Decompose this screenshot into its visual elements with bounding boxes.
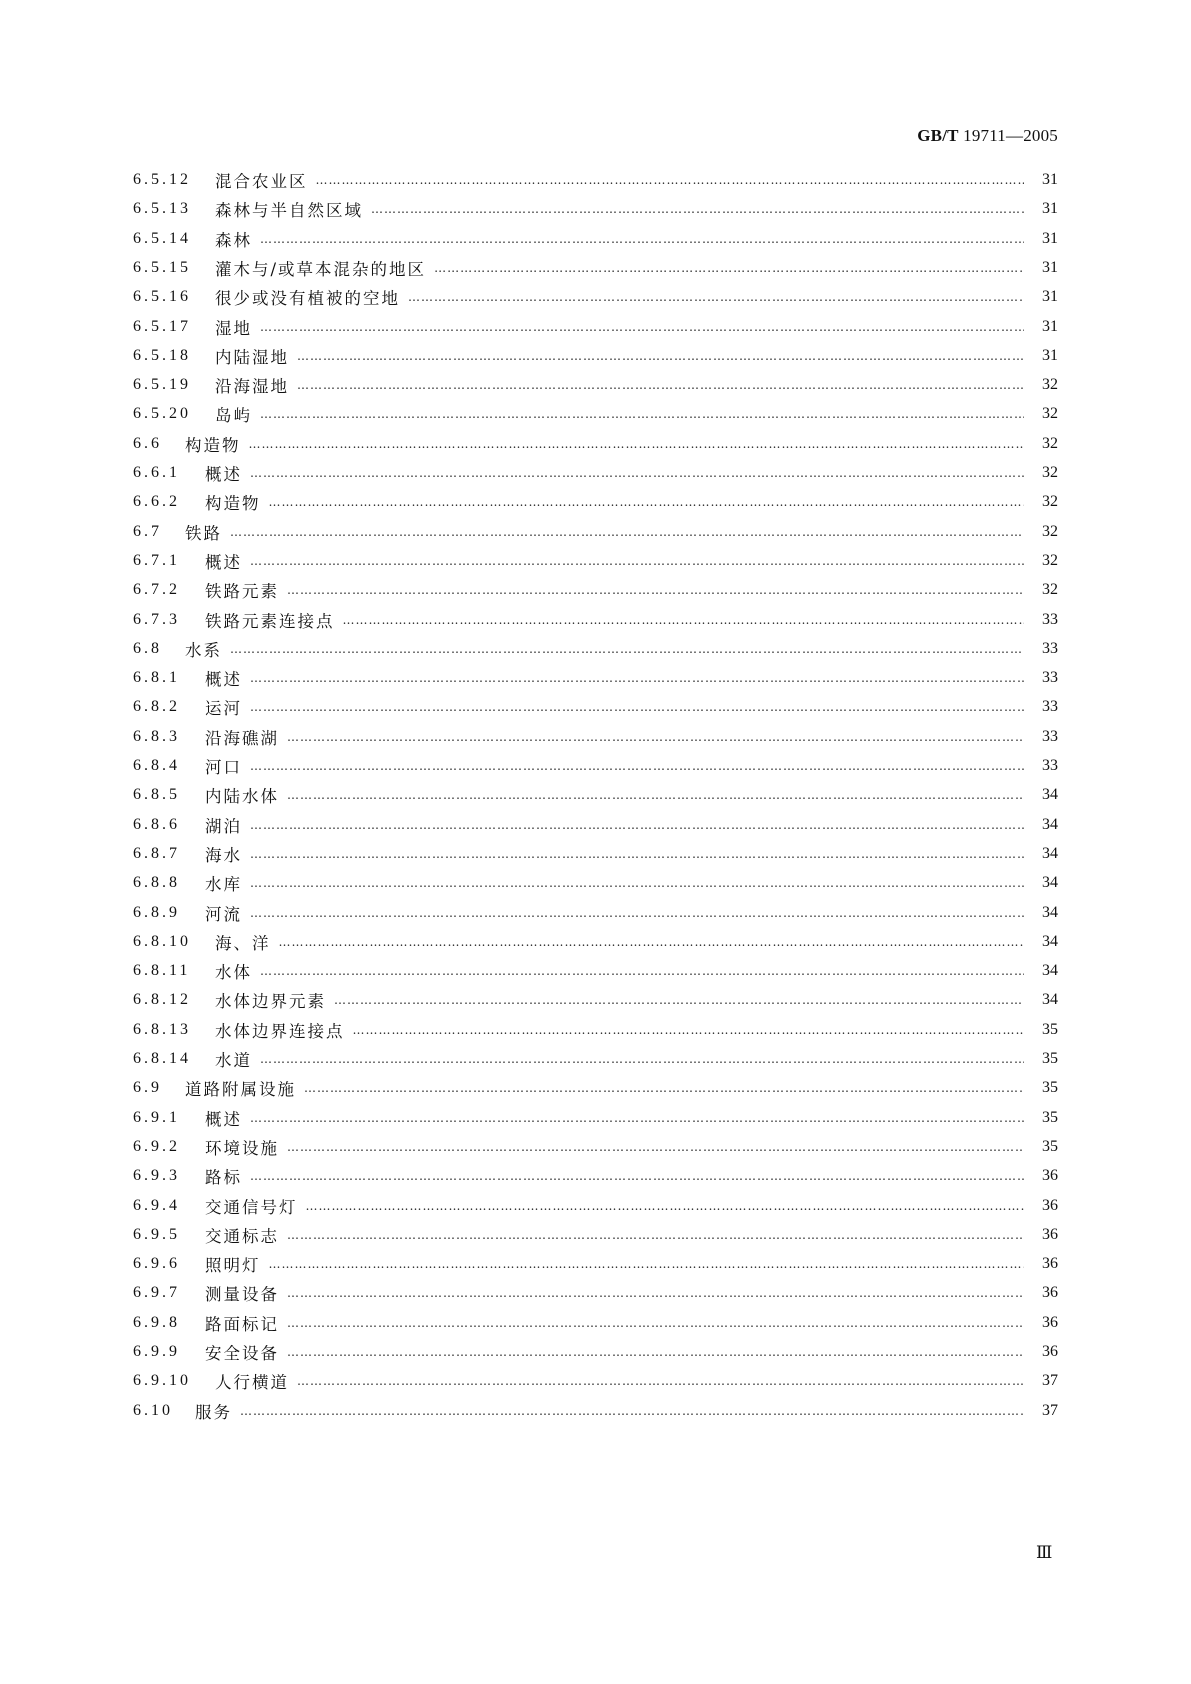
- toc-leader-dots: [371, 202, 1024, 216]
- toc-leader-dots: [287, 583, 1024, 597]
- toc-entry-number: 6.9.9: [133, 1343, 180, 1360]
- toc-entry-number: 6.8.10: [133, 932, 191, 950]
- toc-leader-dots: [334, 993, 1024, 1007]
- toc-entry[interactable]: [133, 692, 1058, 722]
- toc-entry[interactable]: [133, 370, 1058, 400]
- toc-entry-number: 6.9.3: [133, 1167, 180, 1185]
- toc-leader-dots: [297, 1374, 1024, 1388]
- toc-entry[interactable]: [133, 487, 1058, 517]
- toc-entry[interactable]: [133, 956, 1058, 986]
- toc-entry-number: 6.10: [133, 1401, 173, 1419]
- toc-entry-page: 33: [1042, 698, 1058, 716]
- toc-entry-title: 岛屿: [215, 406, 252, 426]
- toc-entry[interactable]: [133, 1132, 1058, 1162]
- toc-entry-title: 运河: [205, 699, 242, 719]
- toc-entry-page: 34: [1042, 903, 1058, 921]
- toc-entry-number: 6.9.2: [133, 1137, 180, 1155]
- toc-leader-dots: [287, 1228, 1024, 1242]
- toc-entry-title: 测量设备: [205, 1285, 279, 1305]
- toc-entry-number: 6.8.1: [133, 669, 180, 687]
- toc-entry[interactable]: [133, 1366, 1058, 1396]
- toc-entry-title: 水系: [185, 640, 222, 660]
- toc-entry-page: 33: [1042, 639, 1058, 657]
- toc-leader-dots: [287, 1140, 1024, 1154]
- toc-leader-dots: [250, 759, 1024, 773]
- toc-entry-number: 6.7.2: [133, 581, 180, 599]
- toc-entry-title: 构造物: [205, 494, 261, 514]
- toc-entry-title: 内陆水体: [205, 787, 279, 807]
- toc-entry-number: 6.7: [133, 522, 162, 540]
- toc-entry-title: 交通标志: [205, 1226, 279, 1246]
- toc-entry-page: 34: [1042, 962, 1058, 980]
- toc-entry-page: 35: [1042, 1108, 1058, 1126]
- toc-entry-page: 36: [1042, 1313, 1058, 1331]
- toc-entry-page: 36: [1042, 1343, 1058, 1360]
- toc-entry-page: 37: [1042, 1401, 1058, 1419]
- toc-entry-page: 36: [1042, 1196, 1058, 1214]
- toc-leader-dots: [269, 495, 1025, 509]
- toc-entry-page: 36: [1042, 1255, 1058, 1273]
- toc-leader-dots: [250, 1169, 1024, 1183]
- toc-leader-dots: [316, 173, 1025, 187]
- toc-entry[interactable]: [133, 194, 1058, 224]
- toc-entry-page: 31: [1042, 317, 1058, 335]
- toc-entry[interactable]: [133, 839, 1058, 869]
- toc-entry-title: 铁路元素连接点: [205, 611, 335, 631]
- toc-entry-number: 6.5.13: [133, 200, 191, 218]
- toc-entry-page: 31: [1042, 229, 1058, 247]
- toc-entry-number: 6.5.18: [133, 346, 191, 364]
- toc-leader-dots: [240, 1404, 1024, 1418]
- toc-entry-title: 道路附属设施: [185, 1080, 296, 1100]
- toc-entry-title: 水库: [205, 875, 242, 895]
- standard-id-number: 19711—2005: [958, 126, 1058, 145]
- toc-entry-page: 33: [1042, 669, 1058, 687]
- toc-entry-title: 概述: [205, 1109, 242, 1129]
- standard-header: [917, 126, 1058, 146]
- toc-entry-number: 6.9.10: [133, 1372, 191, 1390]
- toc-entry-page: 34: [1042, 786, 1058, 804]
- toc-entry-number: 6.8.9: [133, 903, 180, 921]
- toc-leader-dots: [230, 642, 1024, 656]
- toc-entry-title: 森林: [215, 230, 252, 250]
- toc-entry-title: 铁路元素: [205, 582, 279, 602]
- toc-leader-dots: [249, 437, 1025, 451]
- toc-entry-title: 概述: [205, 465, 242, 484]
- toc-leader-dots: [287, 730, 1024, 744]
- toc-entry-title: 河口: [205, 758, 242, 777]
- toc-entry-number: 6.8.13: [133, 1020, 191, 1038]
- toc-entry-number: 6.8.5: [133, 786, 180, 804]
- toc-entry-page: 36: [1042, 1167, 1058, 1185]
- toc-leader-dots: [250, 847, 1024, 861]
- toc-entry-number: 6.5.12: [133, 171, 191, 188]
- toc-entry-number: 6.8.2: [133, 698, 180, 716]
- toc-entry-page: 31: [1042, 200, 1058, 218]
- toc-entry-title: 概述: [205, 670, 242, 690]
- toc-entry[interactable]: [133, 1249, 1058, 1279]
- toc-entry[interactable]: [133, 1396, 1058, 1426]
- toc-leader-dots: [297, 378, 1024, 392]
- toc-entry[interactable]: [133, 985, 1058, 1015]
- toc-entry-page: 32: [1042, 581, 1058, 599]
- toc-entry-page: 33: [1042, 610, 1058, 628]
- toc-entry-title: 服务: [195, 1402, 232, 1422]
- toc-entry-number: 6.6: [133, 434, 162, 452]
- toc-entry-number: 6.9.5: [133, 1225, 180, 1243]
- toc-entry-title: 水道: [215, 1051, 252, 1070]
- toc-entry-number: 6.5.16: [133, 288, 191, 306]
- toc-entry-page: 36: [1042, 1284, 1058, 1302]
- toc-entry-page: 32: [1042, 434, 1058, 452]
- toc-leader-dots: [260, 320, 1024, 334]
- toc-leader-dots: [260, 964, 1024, 978]
- toc-entry-page: 31: [1042, 171, 1058, 188]
- toc-entry-number: 6.8.3: [133, 727, 180, 745]
- toc-entry[interactable]: [133, 517, 1058, 547]
- toc-entry-title: 沿海礁湖: [205, 728, 279, 748]
- toc-leader-dots: [353, 1023, 1025, 1037]
- toc-leader-dots: [250, 1111, 1024, 1125]
- toc-entry[interactable]: [133, 546, 1058, 576]
- toc-entry[interactable]: [133, 312, 1058, 342]
- toc-entry-number: 6.8.7: [133, 844, 180, 862]
- toc-entry-title: 水体边界元素: [215, 992, 326, 1012]
- toc-entry[interactable]: [133, 282, 1058, 312]
- toc-entry-title: 海、洋: [215, 933, 271, 953]
- toc-leader-dots: [306, 1199, 1025, 1213]
- toc-entry-title: 很少或没有植被的空地: [215, 289, 400, 309]
- toc-entry-page: 32: [1042, 493, 1058, 511]
- toc-leader-dots: [250, 906, 1024, 920]
- toc-leader-dots: [434, 261, 1024, 275]
- toc-entry-title: 水体: [215, 963, 252, 983]
- toc-entry-title: 照明灯: [205, 1256, 261, 1276]
- toc-entry[interactable]: [133, 341, 1058, 371]
- toc-entry-title: 湿地: [215, 318, 252, 338]
- toc-entry-title: 构造物: [185, 435, 241, 455]
- toc-entry-page: 31: [1042, 258, 1058, 276]
- toc-leader-dots: [297, 349, 1024, 363]
- toc-entry[interactable]: [133, 1103, 1058, 1133]
- toc-entry-page: 35: [1042, 1079, 1058, 1097]
- toc-entry-page: 31: [1042, 288, 1058, 306]
- toc-entry-number: 6.6.1: [133, 464, 180, 481]
- toc-entry[interactable]: [133, 224, 1058, 254]
- toc-entry[interactable]: [133, 399, 1058, 429]
- toc-leader-dots: [304, 1081, 1024, 1095]
- toc-leader-dots: [260, 1052, 1024, 1066]
- toc-leader-dots: [269, 1257, 1025, 1271]
- toc-leader-dots: [279, 935, 1025, 949]
- toc-entry-page: 35: [1042, 1050, 1058, 1067]
- toc-entry-number: 6.7.1: [133, 551, 180, 569]
- toc-entry-title: 沿海湿地: [215, 377, 289, 397]
- toc-entry[interactable]: [133, 1073, 1058, 1103]
- toc-entry-number: 6.9.8: [133, 1313, 180, 1331]
- toc-leader-dots: [230, 525, 1024, 539]
- toc-entry-page: 33: [1042, 727, 1058, 745]
- toc-entry-number: 6.5.19: [133, 376, 191, 394]
- toc-entry[interactable]: [133, 751, 1058, 781]
- toc-leader-dots: [287, 788, 1024, 802]
- toc-entry-number: 6.5.14: [133, 229, 191, 247]
- toc-entry-page: 32: [1042, 405, 1058, 423]
- toc-entry-title: 铁路: [185, 523, 222, 543]
- toc-entry[interactable]: [133, 458, 1058, 488]
- toc-entry[interactable]: [133, 1337, 1058, 1367]
- toc-entry-number: 6.8.4: [133, 757, 180, 774]
- toc-entry[interactable]: [133, 1191, 1058, 1221]
- toc-entry-page: 36: [1042, 1225, 1058, 1243]
- toc-entry-number: 6.8.14: [133, 1050, 191, 1067]
- toc-entry[interactable]: [133, 868, 1058, 898]
- toc-entry-page: 31: [1042, 346, 1058, 364]
- toc-entry-number: 6.8: [133, 639, 162, 657]
- toc-entry-number: 6.9.7: [133, 1284, 180, 1302]
- toc-entry[interactable]: [133, 663, 1058, 693]
- toc-entry[interactable]: [133, 1161, 1058, 1191]
- toc-entry[interactable]: [133, 810, 1058, 840]
- toc-entry-page: 34: [1042, 844, 1058, 862]
- toc-entry-number: 6.8.6: [133, 815, 180, 833]
- toc-entry[interactable]: [133, 253, 1058, 283]
- toc-entry[interactable]: [133, 1044, 1058, 1074]
- toc-leader-dots: [408, 290, 1024, 304]
- toc-leader-dots: [287, 1316, 1024, 1330]
- toc-entry-page: 34: [1042, 932, 1058, 950]
- toc-entry[interactable]: [133, 1220, 1058, 1250]
- toc-leader-dots: [287, 1286, 1024, 1300]
- toc-leader-dots: [250, 876, 1024, 890]
- toc-entry[interactable]: [133, 165, 1058, 195]
- toc-entry-title: 人行横道: [215, 1373, 289, 1393]
- toc-entry-title: 湖泊: [205, 816, 242, 836]
- toc-leader-dots: [260, 407, 1024, 421]
- toc-entry[interactable]: [133, 780, 1058, 810]
- toc-entry-page: 34: [1042, 874, 1058, 892]
- toc-entry[interactable]: [133, 575, 1058, 605]
- toc-entry-number: 6.5.15: [133, 258, 191, 276]
- toc-leader-dots: [250, 554, 1024, 568]
- toc-leader-dots: [287, 1345, 1024, 1359]
- toc-entry-title: 安全设备: [205, 1344, 279, 1363]
- toc-entry-number: 6.8.8: [133, 874, 180, 892]
- toc-entry-page: 32: [1042, 551, 1058, 569]
- toc-entry-page: 32: [1042, 464, 1058, 481]
- toc-entry-page: 37: [1042, 1372, 1058, 1390]
- toc-entry-page: 32: [1042, 522, 1058, 540]
- toc-entry-title: 灌木与/或草本混杂的地区: [215, 259, 427, 279]
- toc-entry-title: 水体边界连接点: [215, 1021, 345, 1041]
- toc-entry-title: 森林与半自然区域: [215, 201, 363, 221]
- toc-entry[interactable]: [133, 927, 1058, 957]
- toc-entry[interactable]: [133, 898, 1058, 928]
- toc-entry-number: 6.8.12: [133, 991, 191, 1009]
- toc-leader-dots: [250, 818, 1024, 832]
- toc-leader-dots: [250, 671, 1024, 685]
- toc-entry-number: 6.5.17: [133, 317, 191, 335]
- toc-entry[interactable]: [133, 1278, 1058, 1308]
- toc-entry-number: 6.5.20: [133, 405, 191, 423]
- toc-entry-page: 35: [1042, 1137, 1058, 1155]
- toc-entry-title: 内陆湿地: [215, 347, 289, 367]
- toc-entry[interactable]: [133, 605, 1058, 635]
- toc-entry-number: 6.9.4: [133, 1196, 180, 1214]
- toc-leader-dots: [260, 232, 1024, 246]
- page-number: Ⅲ: [1036, 1543, 1053, 1562]
- toc-entry-title: 河流: [205, 904, 242, 924]
- standard-id-prefix: GB/T: [917, 126, 959, 145]
- toc-entry[interactable]: [133, 1308, 1058, 1338]
- toc-entry[interactable]: [133, 634, 1058, 664]
- toc-entry-number: 6.8.11: [133, 962, 191, 980]
- toc-entry-page: 34: [1042, 991, 1058, 1009]
- toc-leader-dots: [250, 466, 1024, 480]
- toc-entry-page: 34: [1042, 815, 1058, 833]
- toc-entry-page: 35: [1042, 1020, 1058, 1038]
- toc-entry-title: 混合农业区: [215, 172, 308, 191]
- toc-entry[interactable]: [133, 429, 1058, 459]
- toc-entry-title: 海水: [205, 845, 242, 865]
- toc-leader-dots: [250, 700, 1024, 714]
- toc-entry-number: 6.9: [133, 1079, 162, 1097]
- toc-entry-number: 6.7.3: [133, 610, 180, 628]
- toc-entry-title: 概述: [205, 552, 242, 572]
- toc-entry-number: 6.6.2: [133, 493, 180, 511]
- toc-entry-page: 32: [1042, 376, 1058, 394]
- toc-entry-page: 33: [1042, 757, 1058, 774]
- toc-entry-number: 6.9.6: [133, 1255, 180, 1273]
- toc-leader-dots: [343, 613, 1025, 627]
- toc-entry[interactable]: [133, 722, 1058, 752]
- toc-entry-title: 交通信号灯: [205, 1197, 298, 1217]
- toc-entry-title: 环境设施: [205, 1138, 279, 1158]
- toc-entry-title: 路面标记: [205, 1314, 279, 1334]
- toc-entry[interactable]: [133, 1015, 1058, 1045]
- toc-entry-number: 6.9.1: [133, 1108, 180, 1126]
- toc-entry-title: 路标: [205, 1168, 242, 1188]
